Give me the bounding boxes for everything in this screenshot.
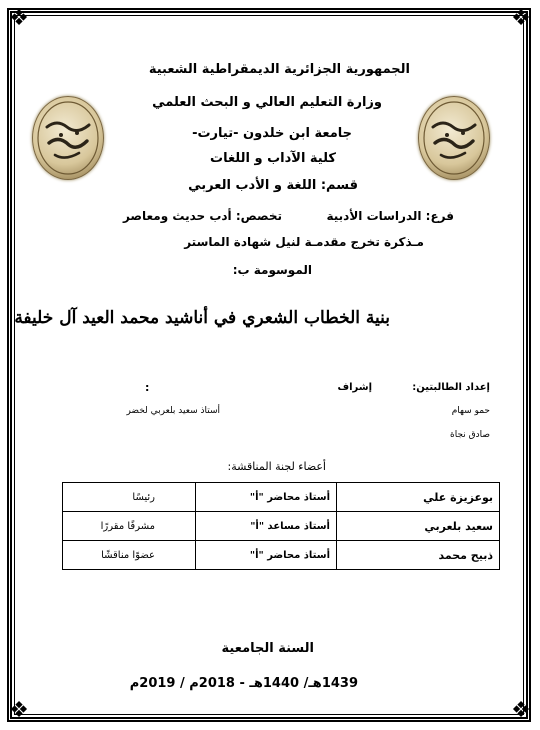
memo-label: مـذكرة تخرج مقدمـة لنيل شهادة الماستر	[184, 235, 424, 249]
supervisor-colon: :	[145, 381, 150, 394]
committee-row	[63, 483, 500, 512]
committee-table	[62, 482, 500, 570]
faculty-heading: كلية الآداب و اللغات	[210, 151, 336, 166]
committee-member-name: سعيد بلعربي	[337, 512, 500, 541]
student-name-2: صادق نجاة	[449, 430, 490, 440]
committee-member-role: عضوًا مناقشًا	[63, 541, 196, 570]
specialty-label: تخصص: أدب حديث ومعاصر	[122, 209, 282, 223]
committee-member-rank: أستاذ محاضر "أ"	[196, 483, 337, 512]
university-seal-right	[418, 96, 490, 180]
ministry-heading: وزارة التعليم العالي و البحث العلمي	[152, 95, 382, 110]
university-heading: جامعة ابن خلدون -تيارت-	[192, 126, 352, 141]
academic-year-value: 1439هـ/ 1440هـ - 2018م / 2019م	[129, 676, 358, 691]
students-label: إعداد الطالبتين:	[412, 382, 490, 393]
branch-label: فرع: الدراسات الأدبية	[326, 209, 454, 223]
entitled-label: الموسومة ب:	[232, 263, 312, 277]
republic-heading: الجمهورية الجزائرية الديمقراطية الشعبية	[148, 62, 410, 77]
corner-ornament-bottom-left: ❖	[9, 698, 29, 723]
committee-row	[63, 512, 500, 541]
committee-member-name: ذبيح محمد	[337, 541, 500, 570]
department-heading: قسم: اللغة و الأدب العربي	[188, 178, 358, 193]
corner-ornament-top-right: ❖	[511, 6, 531, 31]
supervisor-name: أستاذ سعيد بلعربي لخضر	[126, 406, 220, 416]
committee-member-role: مشرفًا مقررًا	[63, 512, 196, 541]
committee-member-rank: أستاذ محاضر "أ"	[196, 541, 337, 570]
corner-ornament-bottom-right: ❖	[511, 698, 531, 723]
corner-ornament-top-left: ❖	[9, 6, 29, 31]
supervisor-label: إشراف	[337, 382, 372, 393]
university-seal-left	[32, 96, 104, 180]
committee-heading: أعضاء لجنة المناقشة:	[227, 460, 326, 473]
committee-member-name: بوعزيزة علي	[337, 483, 500, 512]
committee-member-rank: أستاذ مساعد "أ"	[196, 512, 337, 541]
committee-row	[63, 541, 500, 570]
committee-member-role: رئيسًا	[63, 483, 196, 512]
academic-year-label: السنة الجامعية	[221, 641, 314, 656]
thesis-title: بنية الخطاب الشعري في أناشيد محمد العيد آل خليفة	[14, 308, 390, 328]
student-name-1: حمو سهام	[451, 406, 490, 416]
